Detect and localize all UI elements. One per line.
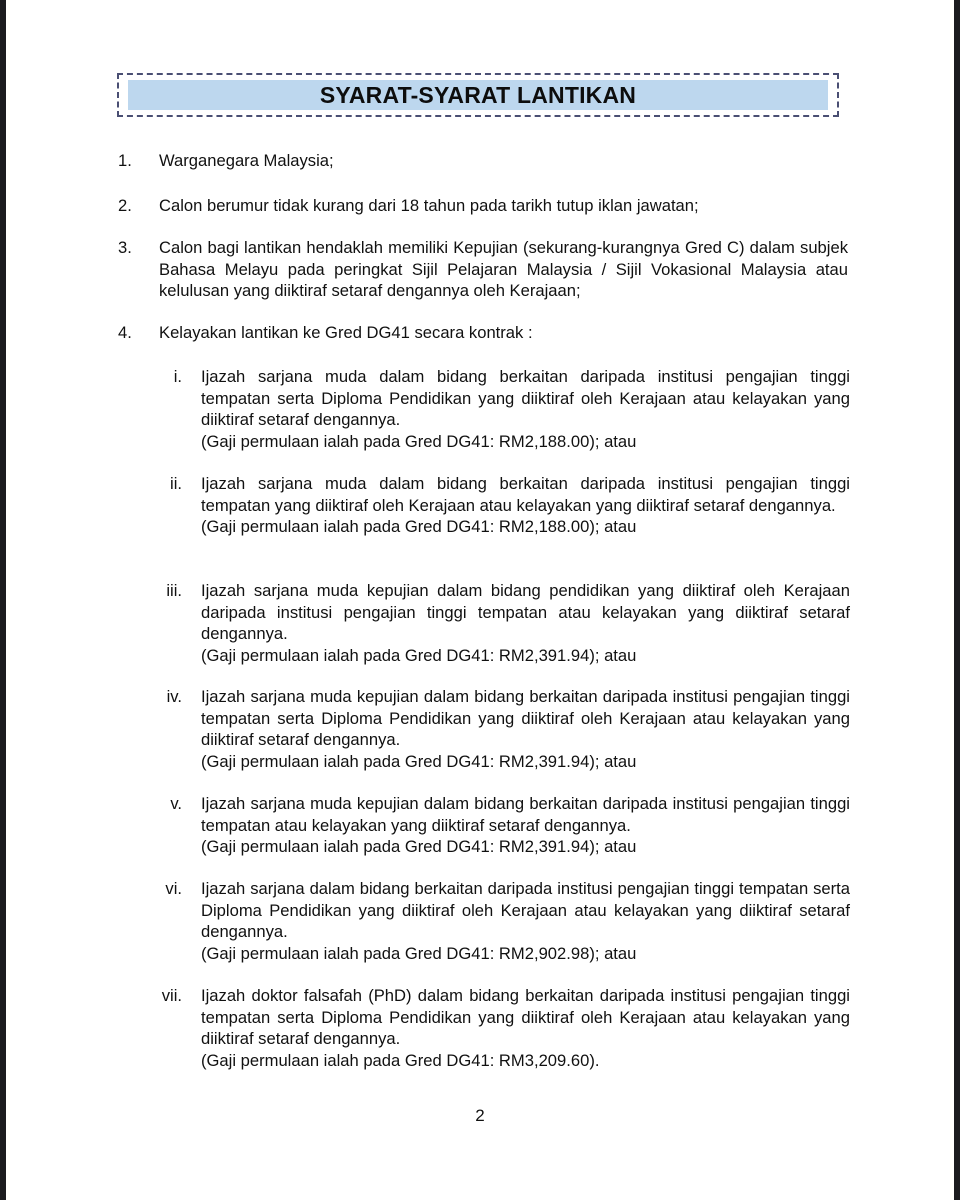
starting-salary: (Gaji permulaan ialah pada Gred DG41: RM2,391.94); atau (201, 751, 637, 771)
starting-salary: (Gaji permulaan ialah pada Gred DG41: RM2,391.94); atau (201, 645, 637, 665)
title-box (117, 73, 839, 117)
starting-salary: (Gaji permulaan ialah pada Gred DG41: RM2,188.00); atau (201, 517, 637, 536)
requirement-text: Calon berumur tidak kurang dari 18 tahun pada tarikh tutup iklan jawatan; (159, 196, 699, 215)
qualification-text: Ijazah sarjana muda kepujian dalam bidang pendidikan yang diiktiraf oleh Kerajaan daripada institusi pengajian tinggi tempatan atau kelayakan yang diiktiraf setaraf dengannya. (201, 581, 850, 643)
starting-salary: (Gaji permulaan ialah pada Gred DG41: RM2,391.94); atau (201, 837, 637, 856)
requirement-text: Kelayakan lantikan ke Gred DG41 secara kontrak : (159, 323, 533, 342)
qualification-text: Ijazah sarjana muda dalam bidang berkaitan daripada institusi pengajian tinggi tempatan serta Diploma Pendidikan yang diiktiraf oleh Kerajaan atau kelayakan yang diiktiraf setaraf dengannya. (201, 367, 850, 429)
qualification-number: ii. (170, 474, 182, 493)
requirement-text: Calon bagi lantikan hendaklah memiliki Kepujian (sekurang-kurangnya Gred C) dalam subjek Bahasa Melayu pada peringkat Sijil Pelajaran Malaysia / Sijil Vokasional Malaysia atau kelulusan yang diiktiraf setaraf dengannya oleh Kerajaan; (159, 238, 848, 300)
requirement-number: 3. (118, 238, 132, 257)
starting-salary: (Gaji permulaan ialah pada Gred DG41: RM2,902.98); atau (201, 943, 637, 963)
qualification-number: i. (173, 367, 182, 386)
qualification-number: iii. (166, 581, 182, 600)
qualification-number: vi. (165, 879, 182, 898)
qualification-text: Ijazah sarjana dalam bidang berkaitan daripada institusi pengajian tinggi tempatan serta Diploma Pendidikan yang diiktiraf oleh Kerajaan atau kelayakan yang diiktiraf setaraf dengannya. (201, 879, 850, 941)
page-title: SYARAT-SYARAT LANTIKAN (319, 81, 637, 108)
qualification-text: Ijazah sarjana muda dalam bidang berkaitan daripada institusi pengajian tinggi tempatan yang diiktiraf oleh Kerajaan atau kelayakan yang diiktiraf setaraf dengannya. (201, 474, 850, 515)
requirement-number: 2. (118, 196, 132, 215)
qualification-number: vii. (161, 986, 182, 1005)
requirement-text: Warganegara Malaysia; (159, 151, 334, 170)
qualification-text: Ijazah sarjana muda kepujian dalam bidang berkaitan daripada institusi pengajian tinggi tempatan atau kelayakan yang diiktiraf setaraf dengannya. (201, 794, 850, 835)
requirement-number: 4. (118, 323, 132, 342)
document-page (6, 0, 954, 1200)
requirement-number: 1. (118, 151, 132, 170)
qualification-number: iv. (166, 687, 182, 706)
qualification-text: Ijazah doktor falsafah (PhD) dalam bidang berkaitan daripada institusi pengajian tinggi tempatan serta Diploma Pendidikan yang diiktiraf oleh Kerajaan atau kelayakan yang diiktiraf setaraf dengannya. (201, 986, 850, 1048)
qualification-number: v. (170, 794, 182, 813)
qualification-text: Ijazah sarjana muda kepujian dalam bidang berkaitan daripada institusi pengajian tinggi tempatan serta Diploma Pendidikan yang diiktiraf oleh Kerajaan atau kelayakan yang diiktiraf setaraf dengannya. (201, 687, 850, 749)
starting-salary: (Gaji permulaan ialah pada Gred DG41: RM2,188.00); atau (201, 431, 637, 451)
starting-salary: (Gaji permulaan ialah pada Gred DG41: RM3,209.60). (201, 1050, 600, 1070)
title-banner (128, 80, 828, 110)
page-number: 2 (475, 1106, 485, 1125)
